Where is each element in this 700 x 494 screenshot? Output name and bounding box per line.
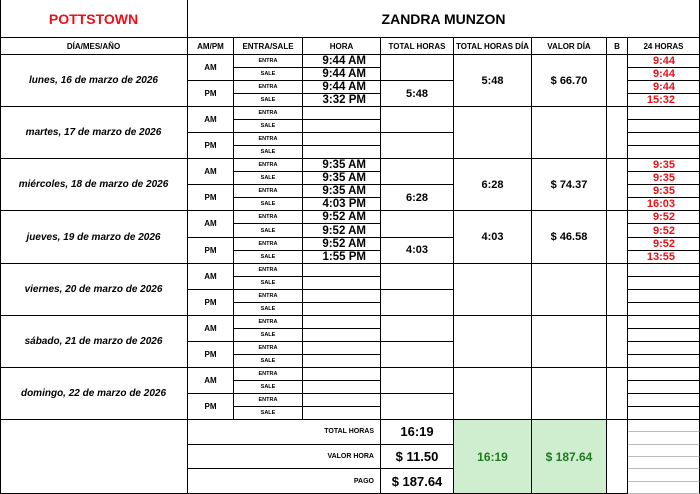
- summary-blank: [0, 420, 188, 494]
- hora-cell[interactable]: [303, 394, 381, 407]
- entra-label: ENTRA: [234, 133, 303, 146]
- hora-cell[interactable]: [303, 303, 381, 316]
- hours-24-cell: 9:35: [628, 172, 700, 185]
- hours-24-cell: [628, 290, 700, 303]
- day-date: domingo, 22 de marzo de 2026: [0, 368, 188, 420]
- hora-cell[interactable]: 9:52 AM: [303, 224, 381, 237]
- hours-24-cell: 9:44: [628, 81, 700, 94]
- sale-label: SALE: [234, 329, 303, 342]
- b-cell: [607, 55, 628, 107]
- summary-total-horas-label: TOTAL HORAS: [188, 420, 381, 445]
- valor-dia: [532, 107, 607, 159]
- summary-valor-hora-value: $ 11.50: [381, 445, 454, 470]
- valor-dia: $ 46.58: [532, 211, 607, 263]
- day-date: sábado, 21 de marzo de 2026: [0, 316, 188, 368]
- valor-dia: [532, 264, 607, 316]
- day-date: miércoles, 18 de marzo de 2026: [0, 159, 188, 211]
- hours-24-summary-cell: [628, 457, 700, 469]
- sale-label: SALE: [234, 355, 303, 368]
- entra-label: ENTRA: [234, 290, 303, 303]
- hours-24-cell: [628, 394, 700, 407]
- entra-label: ENTRA: [234, 316, 303, 329]
- total-horas-pm: [381, 290, 454, 316]
- hours-24-cell: 9:44: [628, 68, 700, 81]
- b-summary: [607, 420, 628, 494]
- hora-cell[interactable]: 9:35 AM: [303, 159, 381, 172]
- hours-24-summary-cell: [628, 420, 700, 432]
- col-ampm: AM/PM: [188, 38, 234, 55]
- pm-label: PM: [188, 290, 234, 316]
- total-horas-pm: 4:03: [381, 238, 454, 264]
- hours-24-cell: 9:35: [628, 185, 700, 198]
- entra-label: ENTRA: [234, 394, 303, 407]
- summary-valor-hora-label: VALOR HORA: [188, 445, 381, 470]
- sale-label: SALE: [234, 251, 303, 264]
- sale-label: SALE: [234, 277, 303, 290]
- hora-cell[interactable]: [303, 316, 381, 329]
- col-24-horas: 24 HORAS: [628, 38, 700, 55]
- hora-cell[interactable]: [303, 342, 381, 355]
- entra-label: ENTRA: [234, 159, 303, 172]
- total-horas-pm: [381, 342, 454, 368]
- hours-24-cell: [628, 316, 700, 329]
- hora-cell[interactable]: 9:52 AM: [303, 238, 381, 251]
- day-date: viernes, 20 de marzo de 2026: [0, 264, 188, 316]
- am-label: AM: [188, 107, 234, 133]
- pm-label: PM: [188, 394, 234, 420]
- col-date: DÍA/MES/AÑO: [0, 38, 188, 55]
- col-valor-dia: VALOR DÍA: [532, 38, 607, 55]
- valor-dia: $ 74.37: [532, 159, 607, 211]
- b-cell: [607, 368, 628, 420]
- summary-pago-label: PAGO: [188, 469, 381, 494]
- hours-24-summary-cell: [628, 445, 700, 457]
- valor-dia: [532, 368, 607, 420]
- hora-cell[interactable]: [303, 355, 381, 368]
- total-horas-dia: [454, 264, 532, 316]
- total-horas-am: [381, 55, 454, 81]
- hours-24-cell: [628, 381, 700, 394]
- hora-cell[interactable]: [303, 381, 381, 394]
- b-cell: [607, 107, 628, 159]
- hours-24-summary-cell: [628, 482, 700, 494]
- entra-label: ENTRA: [234, 81, 303, 94]
- entra-label: ENTRA: [234, 264, 303, 277]
- sale-label: SALE: [234, 407, 303, 420]
- hora-cell[interactable]: 9:44 AM: [303, 81, 381, 94]
- hora-cell[interactable]: [303, 264, 381, 277]
- total-horas-pm: 5:48: [381, 81, 454, 107]
- hours-24-cell: 15:32: [628, 94, 700, 107]
- am-label: AM: [188, 55, 234, 81]
- hours-24-cell: [628, 329, 700, 342]
- hours-24-cell: 13:55: [628, 251, 700, 264]
- entra-label: ENTRA: [234, 238, 303, 251]
- total-horas-pm: [381, 394, 454, 420]
- hora-cell[interactable]: [303, 277, 381, 290]
- hours-24-cell: 9:52: [628, 211, 700, 224]
- pm-label: PM: [188, 133, 234, 159]
- sale-label: SALE: [234, 198, 303, 211]
- total-horas-dia: [454, 107, 532, 159]
- summary-total-horas-value: 16:19: [381, 420, 454, 445]
- col-entra-sale: ENTRA/SALE: [234, 38, 303, 55]
- hours-24-cell: 9:44: [628, 55, 700, 68]
- city-title: POTTSTOWN: [0, 0, 188, 38]
- hora-cell[interactable]: [303, 407, 381, 420]
- am-label: AM: [188, 316, 234, 342]
- entra-label: ENTRA: [234, 185, 303, 198]
- sale-label: SALE: [234, 303, 303, 316]
- entra-label: ENTRA: [234, 342, 303, 355]
- pm-label: PM: [188, 185, 234, 211]
- hora-cell[interactable]: 9:35 AM: [303, 172, 381, 185]
- hora-cell[interactable]: 3:32 PM: [303, 94, 381, 107]
- hours-24-cell: [628, 277, 700, 290]
- hora-cell[interactable]: [303, 120, 381, 133]
- green-valor-total: $ 187.64: [532, 420, 607, 494]
- hours-24-cell: [628, 407, 700, 420]
- hora-cell[interactable]: 9:35 AM: [303, 185, 381, 198]
- total-horas-am: [381, 264, 454, 290]
- green-total-horas: 16:19: [454, 420, 532, 494]
- sale-label: SALE: [234, 172, 303, 185]
- hours-24-summary-cell: [628, 469, 700, 481]
- sale-label: SALE: [234, 146, 303, 159]
- total-horas-dia: 6:28: [454, 159, 532, 211]
- total-horas-dia: 5:48: [454, 55, 532, 107]
- total-horas-dia: [454, 368, 532, 420]
- am-label: AM: [188, 368, 234, 394]
- hora-cell[interactable]: 9:52 AM: [303, 211, 381, 224]
- b-cell: [607, 316, 628, 368]
- total-horas-pm: [381, 133, 454, 159]
- entra-label: ENTRA: [234, 211, 303, 224]
- hours-24-cell: 16:03: [628, 198, 700, 211]
- hours-24-cell: [628, 120, 700, 133]
- total-horas-am: [381, 159, 454, 185]
- hours-24-cell: 9:52: [628, 224, 700, 237]
- hours-24-cell: [628, 342, 700, 355]
- sale-label: SALE: [234, 224, 303, 237]
- col-hora: HORA: [303, 38, 381, 55]
- hora-cell[interactable]: [303, 146, 381, 159]
- hours-24-cell: 9:35: [628, 159, 700, 172]
- entra-label: ENTRA: [234, 368, 303, 381]
- employee-name: ZANDRA MUNZON: [188, 0, 700, 38]
- hora-cell[interactable]: 4:03 PM: [303, 198, 381, 211]
- am-label: AM: [188, 159, 234, 185]
- b-cell: [607, 159, 628, 211]
- hours-24-cell: [628, 133, 700, 146]
- hours-24-cell: [628, 303, 700, 316]
- valor-dia: [532, 316, 607, 368]
- sale-label: SALE: [234, 381, 303, 394]
- col-b: B: [607, 38, 628, 55]
- total-horas-am: [381, 316, 454, 342]
- summary-pago-value: $ 187.64: [381, 469, 454, 494]
- hours-24-cell: [628, 107, 700, 120]
- hours-24-summary-cell: [628, 432, 700, 444]
- entra-label: ENTRA: [234, 55, 303, 68]
- left-border: [0, 0, 1, 494]
- entra-label: ENTRA: [234, 107, 303, 120]
- sale-label: SALE: [234, 94, 303, 107]
- hora-cell[interactable]: 9:44 AM: [303, 55, 381, 68]
- day-date: jueves, 19 de marzo de 2026: [0, 211, 188, 263]
- b-cell: [607, 211, 628, 263]
- hours-24-cell: [628, 368, 700, 381]
- hora-cell[interactable]: [303, 368, 381, 381]
- b-cell: [607, 264, 628, 316]
- pm-label: PM: [188, 342, 234, 368]
- day-date: martes, 17 de marzo de 2026: [0, 107, 188, 159]
- sale-label: SALE: [234, 120, 303, 133]
- valor-dia: $ 66.70: [532, 55, 607, 107]
- hours-24-cell: [628, 264, 700, 277]
- hora-cell[interactable]: 1:55 PM: [303, 251, 381, 264]
- total-horas-am: [381, 107, 454, 133]
- sale-label: SALE: [234, 68, 303, 81]
- hours-24-cell: [628, 146, 700, 159]
- day-date: lunes, 16 de marzo de 2026: [0, 55, 188, 107]
- hours-24-cell: [628, 355, 700, 368]
- hours-24-cell: 9:52: [628, 238, 700, 251]
- col-total-horas: TOTAL HORAS: [381, 38, 454, 55]
- total-horas-am: [381, 211, 454, 237]
- hora-cell[interactable]: [303, 107, 381, 120]
- col-total-horas-dia: TOTAL HORAS DÍA: [454, 38, 532, 55]
- hora-cell[interactable]: [303, 329, 381, 342]
- pm-label: PM: [188, 238, 234, 264]
- pm-label: PM: [188, 81, 234, 107]
- am-label: AM: [188, 211, 234, 237]
- total-horas-dia: [454, 316, 532, 368]
- am-label: AM: [188, 264, 234, 290]
- hora-cell[interactable]: [303, 133, 381, 146]
- total-horas-dia: 4:03: [454, 211, 532, 263]
- hora-cell[interactable]: [303, 290, 381, 303]
- total-horas-pm: 6:28: [381, 185, 454, 211]
- total-horas-am: [381, 368, 454, 394]
- hora-cell[interactable]: 9:44 AM: [303, 68, 381, 81]
